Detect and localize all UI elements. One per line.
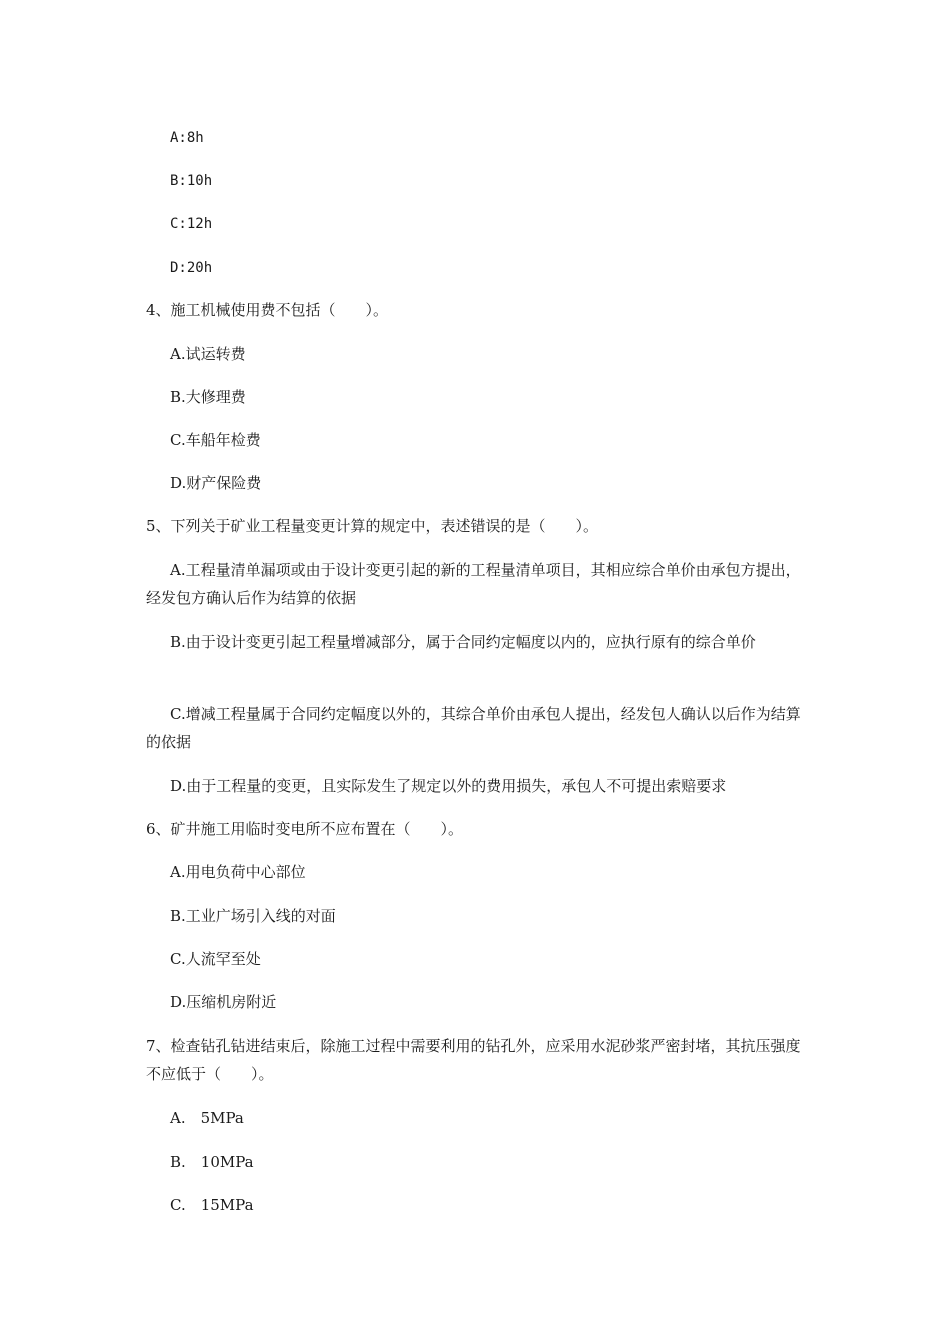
- q7-option-b: B. 10MPa: [170, 1153, 254, 1171]
- q4-option-a: A.试运转费: [170, 345, 246, 363]
- q7-option-c: C. 15MPa: [170, 1196, 254, 1214]
- question-5-stem: 5、下列关于矿业工程量变更计算的规定中，表述错误的是（ ）。: [146, 517, 599, 535]
- option-prev-c: C:12h: [170, 216, 213, 232]
- q4-option-d: D.财产保险费: [170, 474, 262, 492]
- q5-option-c-text: C.增减工程量属于合同约定幅度以外的，其综合单价由承包人提出，经发包人确认以后作为结算的依据: [146, 705, 801, 751]
- q5-option-c: [146, 700, 808, 756]
- q5-option-b: [146, 628, 808, 656]
- question-4-stem: 4、施工机械使用费不包括（ ）。: [146, 301, 389, 319]
- q5-option-d: D.由于工程量的变更，且实际发生了规定以外的费用损失，承包人不可提出索赔要求: [170, 777, 727, 795]
- option-prev-b: B:10h: [170, 173, 213, 189]
- q4-option-b: B.大修理费: [170, 388, 246, 406]
- option-prev-d: D:20h: [170, 260, 213, 276]
- question-6-stem: 6、矿井施工用临时变电所不应布置在（ ）。: [146, 820, 464, 838]
- question-7-stem: 7、检查钻孔钻进结束后，除施工过程中需要利用的钻孔外，应采用水泥砂浆严密封堵，其抗压强度不应低于（ ）。: [146, 1037, 801, 1083]
- q5-option-b-text: B.由于设计变更引起工程量增减部分，属于合同约定幅度以内的，应执行原有的综合单价: [170, 633, 756, 651]
- q6-option-c: C.人流罕至处: [170, 950, 261, 968]
- option-prev-a: A:8h: [170, 130, 204, 146]
- q7-option-a: A. 5MPa: [170, 1109, 244, 1127]
- q6-option-a: A.用电负荷中心部位: [170, 863, 306, 881]
- q4-option-c: C.车船年检费: [170, 431, 261, 449]
- q5-option-a-text: A.工程量清单漏项或由于设计变更引起的新的工程量清单项目，其相应综合单价由承包方提出，经发包方确认后作为结算的依据: [146, 561, 801, 607]
- q6-option-d: D.压缩机房附近: [170, 993, 277, 1011]
- q6-option-b: B.工业广场引入线的对面: [170, 907, 336, 925]
- q5-option-a: [146, 556, 808, 612]
